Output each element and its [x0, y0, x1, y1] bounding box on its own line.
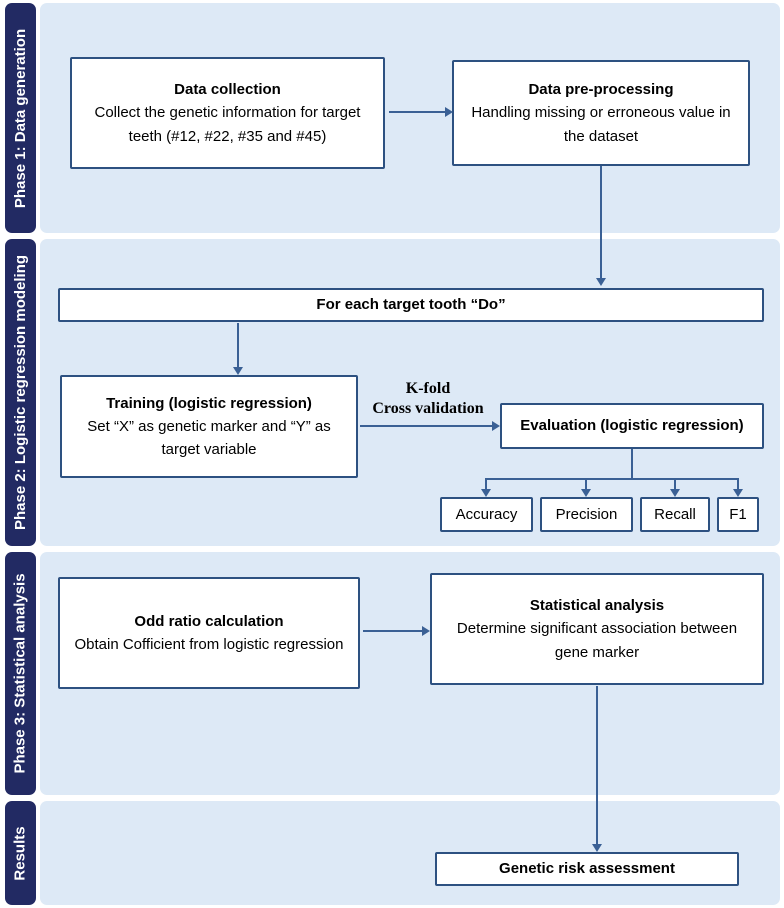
kfold-line1: K-fold — [405, 380, 451, 397]
genetic-risk-label: Genetic risk assessment — [499, 860, 675, 878]
evaluation-branch-bar — [485, 478, 739, 480]
phase3-label-text: Phase 3: Statistical analysis — [12, 573, 30, 774]
evaluation-box — [500, 403, 764, 449]
metric-box-recall — [640, 497, 710, 532]
arrow-to-f1 — [737, 478, 739, 489]
data-preprocessing-box — [452, 60, 750, 166]
arrow-to-precision — [585, 478, 587, 489]
phase2-label-text: Phase 2: Logistic regression modeling — [12, 254, 30, 531]
phase1-label-text: Phase 1: Data generation — [12, 28, 30, 208]
metric-box-precision — [540, 497, 633, 532]
training-title: Training (logistic regression) — [106, 394, 312, 412]
phase3-sidebar-label — [5, 552, 36, 795]
arrow-to-recall — [674, 478, 676, 489]
data-preprocessing-title: Data pre-processing — [528, 81, 674, 99]
arrow-training-to-evaluation — [360, 425, 492, 427]
arrow-collection-to-preprocessing — [389, 111, 445, 113]
arrow-oddratio-to-statistical — [363, 630, 422, 632]
data-collection-box — [70, 57, 385, 169]
data-preprocessing-body: Handling missing or erroneous value in the dataset — [471, 104, 731, 145]
data-collection-body: Collect the genetic information for target teeth (#12, #22, #35 and #45) — [94, 104, 361, 145]
statistical-analysis-box — [430, 573, 764, 685]
metric-precision-label: Precision — [555, 505, 618, 523]
arrow-to-accuracy — [485, 478, 487, 489]
statistical-analysis-title: Statistical analysis — [529, 597, 665, 615]
phase2-sidebar-label — [5, 239, 36, 546]
statistical-analysis-body: Determine significant association between gene marker — [456, 620, 738, 661]
results-label-text: Results — [12, 825, 29, 881]
loop-box — [58, 288, 764, 322]
results-sidebar-label — [5, 801, 36, 905]
evaluation-branch-stem — [631, 449, 633, 478]
metric-box-accuracy — [440, 497, 533, 532]
metric-accuracy-label: Accuracy — [455, 505, 518, 523]
phase1-sidebar-label — [5, 3, 36, 233]
kfold-label — [358, 379, 498, 419]
training-box — [60, 375, 358, 478]
data-collection-title: Data collection — [174, 81, 281, 99]
odd-ratio-body: Obtain Cofficient from logistic regression — [74, 636, 344, 653]
metric-f1-label: F1 — [729, 505, 747, 523]
genetic-risk-box — [435, 852, 739, 886]
kfold-line2: Cross validation — [372, 400, 484, 417]
training-body: Set “X” as genetic marker and “Y” as target variable — [87, 417, 331, 459]
arrow-preprocessing-to-loop — [600, 166, 602, 278]
loop-box-text: For each target tooth “Do” — [316, 296, 506, 314]
odd-ratio-title: Odd ratio calculation — [134, 612, 284, 630]
arrow-loop-to-training — [237, 323, 239, 367]
metric-box-f1 — [717, 497, 759, 532]
evaluation-title: Evaluation (logistic regression) — [520, 417, 744, 435]
arrow-statistical-to-results — [596, 686, 598, 844]
metric-recall-label: Recall — [654, 505, 696, 523]
odd-ratio-box — [58, 577, 360, 689]
